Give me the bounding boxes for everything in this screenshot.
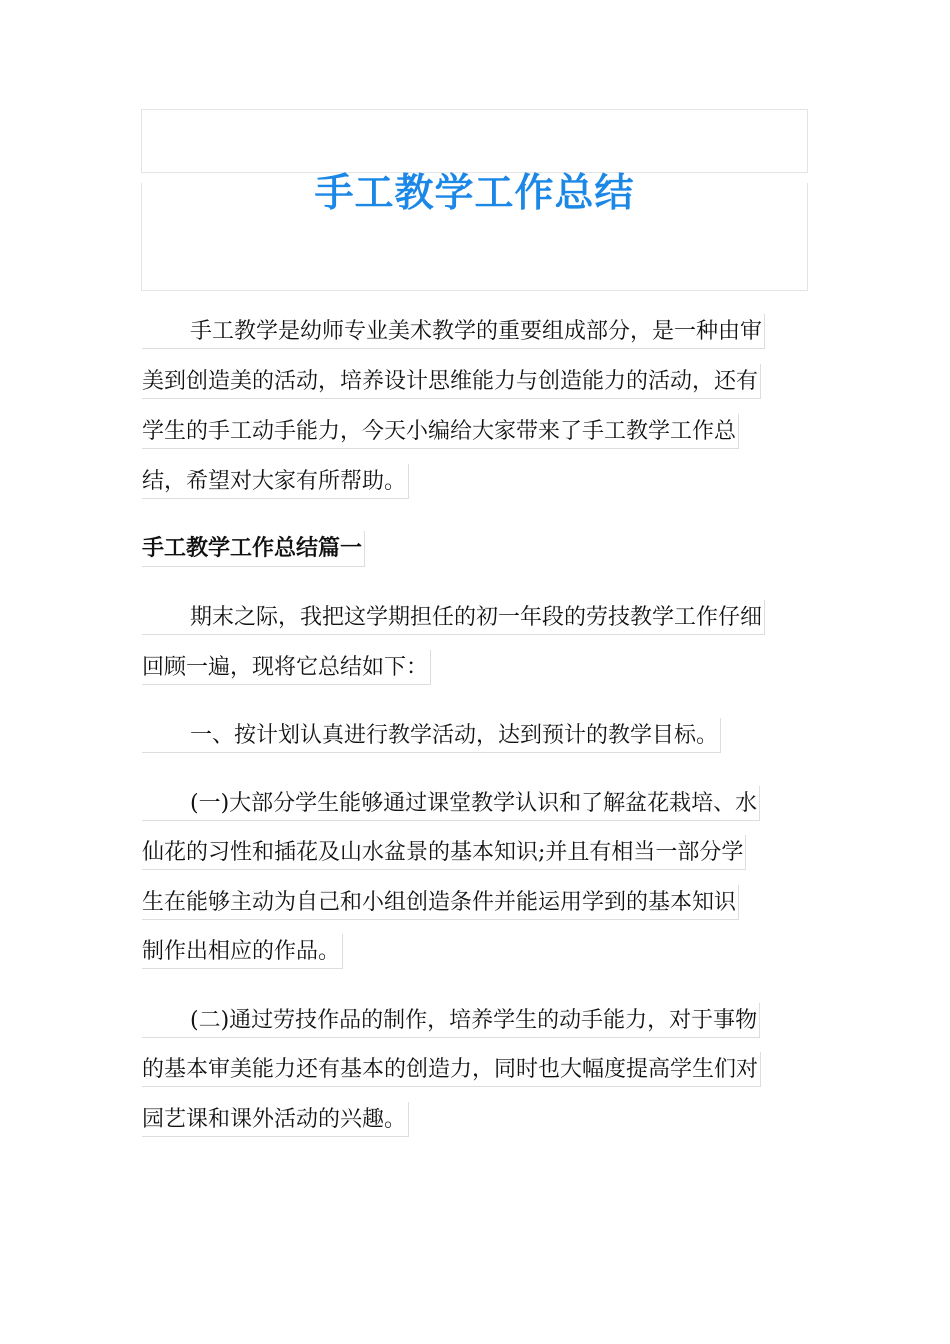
intro-line-2: 美到创造美的活动，培养设计思维能力与创造能力的活动，还有 — [142, 364, 761, 399]
section-heading: 手工教学工作总结篇一 — [142, 531, 365, 567]
title-frame-top — [141, 109, 808, 173]
para3-line-1: (一)大部分学生能够通过课堂教学认识和了解盆花栽培、水 — [142, 786, 760, 821]
para4-line-3: 园艺课和课外活动的兴趣。 — [142, 1102, 409, 1137]
para1-line-1: 期末之际，我把这学期担任的初一年段的劳技教学工作仔细 — [142, 600, 765, 635]
intro-line-3: 学生的手工动手能力，今天小编给大家带来了手工教学工作总 — [142, 414, 739, 449]
intro-line-1: 手工教学是幼师专业美术教学的重要组成部分，是一种由审 — [142, 314, 765, 349]
para3-line-2: 仙花的习性和插花及山水盆景的基本知识;并且有相当一部分学 — [142, 835, 746, 870]
para3-line-3: 生在能够主动为自己和小组创造条件并能运用学到的基本知识 — [142, 885, 739, 920]
intro-line-4: 结，希望对大家有所帮助。 — [142, 464, 409, 499]
para3-line-4: 制作出相应的作品。 — [142, 934, 343, 969]
para1-line-2: 回顾一遍，现将它总结如下： — [142, 650, 431, 685]
para2-line-1: 一、按计划认真进行教学活动，达到预计的教学目标。 — [142, 718, 721, 753]
document-title: 手工教学工作总结 — [314, 171, 635, 216]
para4-line-1: (二)通过劳技作品的制作，培养学生的动手能力，对于事物 — [142, 1003, 760, 1038]
para4-line-2: 的基本审美能力还有基本的创造力，同时也大幅度提高学生们对 — [142, 1052, 761, 1087]
